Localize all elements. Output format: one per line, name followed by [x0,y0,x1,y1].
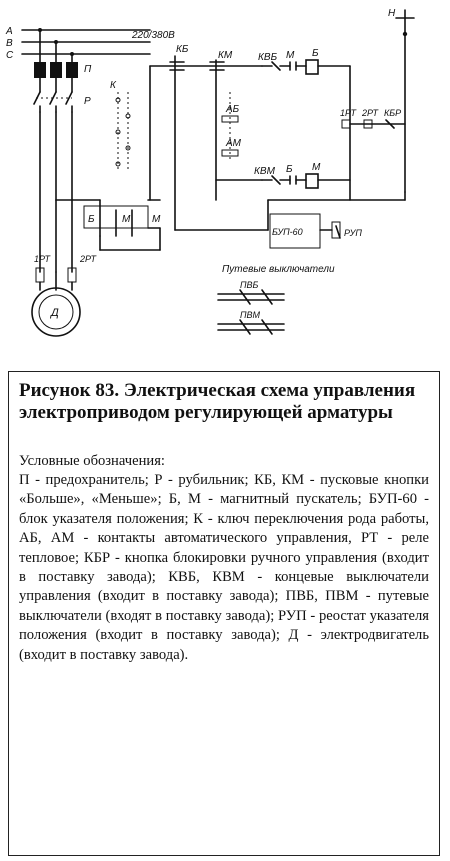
rt2-right-label: 2РТ [362,108,379,118]
rt1-label: 1РТ [34,254,51,264]
bup-label: БУП-60 [272,227,303,237]
b-contact-label: Б [88,214,95,225]
b-top-label: Б [312,48,319,59]
motor-label: Д [51,307,59,319]
m-contact-label-2: М [152,214,161,225]
limit-switches-label: Путевые выключатели [222,264,335,275]
caption-box [8,371,440,856]
kvm-label: КВМ [254,166,275,177]
motor-feed [40,112,161,272]
fuses [34,28,92,78]
neutral-line [388,8,414,192]
ab-label: АБ [226,104,240,115]
phase-a-label: А [6,26,13,37]
motor [32,288,80,336]
mode-key [110,80,130,170]
limit-switches [218,264,335,334]
pvb-label: ПВБ [240,280,259,290]
electrical-schematic [0,0,450,360]
legend-text: П - предохранитель; Р - рубильник; КБ, КМ - пусковые кнопки «Больше», «Меньше»; Б, М - магнитный пускатель; БУП-60 - блок указателя положения; К - ключ переключения рода работы, АБ, АМ - контакты автоматического управления, РТ - реле тепловое; КБР - кнопка блокировки ручного управления (входит в поставку завода); КВБ, КВМ - концевые выключатели управления (входит в поставку завода); ПВБ, ПВМ - путевые выключатели (входят в поставку завода); РУП - реостат указателя положения (входит в поставку завода); Д - электродвигатель (входит в поставку завода). [19,472,429,663]
neutral-label: Н [388,8,396,19]
control-circuit [150,44,405,230]
m-contact-label-1: М [122,214,131,225]
rt1-right-label: 1РТ [340,108,357,118]
legend-heading: Условные обозначения: [19,453,165,469]
knife-switch [34,78,91,112]
rup-label: РУП [344,228,362,238]
key-label: К [110,80,116,91]
caption-title: Рисунок 83. Электрическая схема управления электроприводом регулирующей арматуры [19,380,416,423]
b-bot-label: Б [286,164,293,175]
position-indicator [270,214,362,248]
m-bot-label: М [312,162,321,173]
thermal-relays [34,254,98,290]
am-label: АМ [226,138,241,149]
fuses-label: П [84,64,92,75]
voltage-label: 220/380В [132,30,175,41]
switch-label: Р [84,96,91,107]
kvb-label: КВБ [258,52,278,63]
phase-b-label: В [6,38,13,49]
supply-buses [5,26,175,61]
rt2-label: 2РТ [80,254,97,264]
phase-c-label: С [6,50,14,61]
m-top-label: М [286,50,295,61]
kb-label: КБ [176,44,189,55]
kbr-label: КБР [384,108,402,118]
pvm-label: ПВМ [240,310,261,320]
km-label: КМ [218,50,233,61]
